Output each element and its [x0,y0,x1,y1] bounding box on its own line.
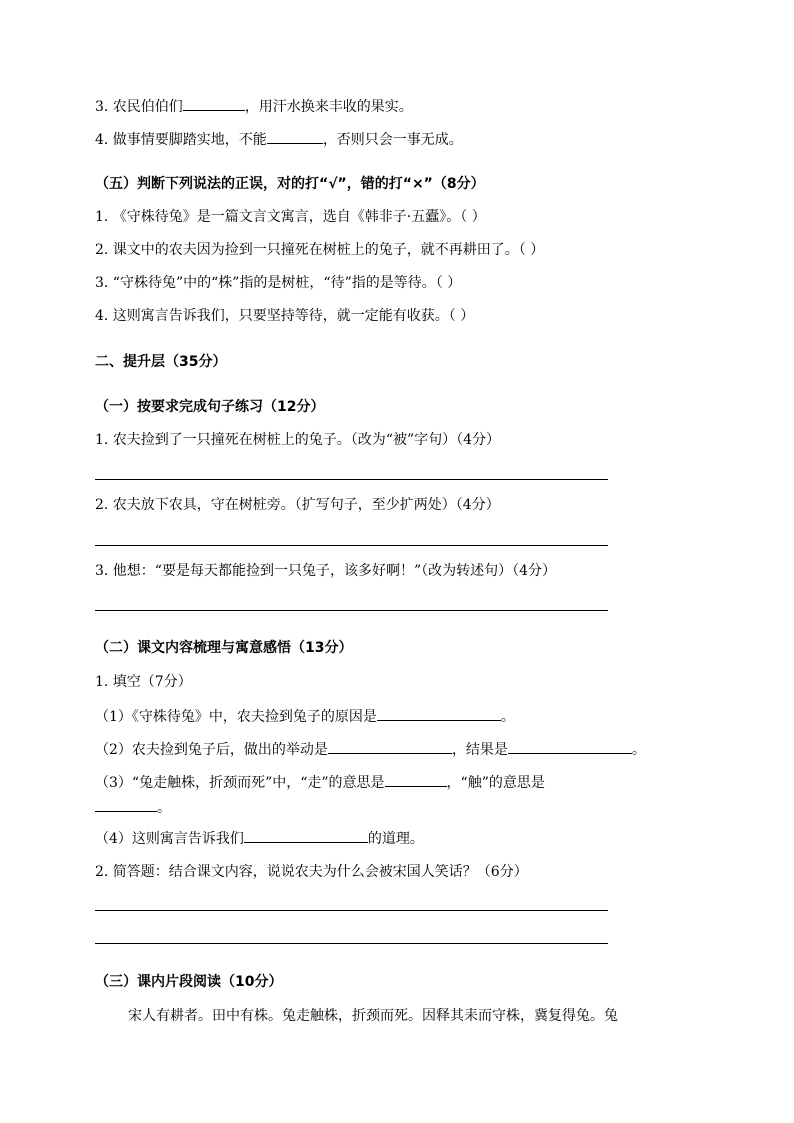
answer-blank[interactable] [328,739,452,754]
answer-blank[interactable] [508,739,632,754]
judge-item-1: 1. 《守株待兔》是一篇文言文寓言，选自《韩非子·五蠹》。（ ） [95,209,486,225]
fill-question-3: 3. 农民伯伯们 ，用汗水换来丰收的果实。 [95,96,413,117]
fill-item-1: （1）《守株待兔》中，农夫捡到兔子的原因是 。 [95,706,515,727]
sentence-q1: 1. 农夫捡到了一只撞死在树桩上的兔子。（改为“被”字句）（4分） [95,432,501,448]
sub-1-title: （一）按要求完成句子练习（12分） [95,399,325,415]
answer-blank[interactable] [183,96,245,111]
fill-item-3-cont: 。 [95,797,171,818]
answer-line[interactable] [95,545,608,546]
answer-blank[interactable] [385,772,447,787]
answer-line[interactable] [95,479,608,480]
sub-3-title: （三）课内片段阅读（10分） [95,974,283,990]
short-answer-q2: 2. 简答题：结合课文内容，说说农夫为什么会被宋国人笑话？（6分） [95,864,528,880]
answer-blank[interactable] [95,797,157,812]
answer-line[interactable] [95,943,608,944]
fill-item-2: （2）农夫捡到兔子后，做出的举动是 ，结果是 。 [95,739,646,760]
fill-item-3: （3）“兔走触株，折颈而死”中，“走”的意思是 ，“触”的意思是 [95,772,545,793]
part-2-title: 二、提升层（35分） [95,354,227,370]
judge-item-4: 4. 这则寓言告诉我们，只要坚持等待，就一定能有收获。（ ） [95,308,475,324]
answer-line[interactable] [95,610,608,611]
fill-question-4: 4. 做事情要脚踏实地，不能 ，否则只会一事无成。 [95,129,463,150]
fill-item-4: （4）这则寓言告诉我们 的道理。 [95,828,424,849]
answer-blank[interactable] [267,129,323,144]
judge-item-3: 3. “守株待兔”中的“株”指的是树桩，“待”指的是等待。（ ） [95,275,462,291]
section-5-title: （五）判断下列说法的正误，对的打“√”，错的打“×”（8分） [95,176,485,192]
reading-passage: 宋人有耕者。田中有株。兔走触株，折颈而死。因释其耒而守株，冀复得兔。兔 [128,1008,618,1024]
answer-blank[interactable] [244,828,368,843]
sentence-q2: 2. 农夫放下农具，守在树桩旁。（扩写句子，至少扩两处）（4分） [95,497,500,513]
fill-title: 1. 填空（7分） [95,674,192,690]
sub-2-title: （二）课文内容梳理与寓意感悟（13分） [95,640,353,656]
answer-line[interactable] [95,910,608,911]
judge-item-2: 2. 课文中的农夫因为捡到一只撞死在树桩上的兔子，就不再耕田了。（ ） [95,242,545,258]
sentence-q3: 3. 他想：“要是每天都能捡到一只兔子，该多好啊！”（改为转述句）（4分） [95,563,557,579]
answer-blank[interactable] [377,706,501,721]
